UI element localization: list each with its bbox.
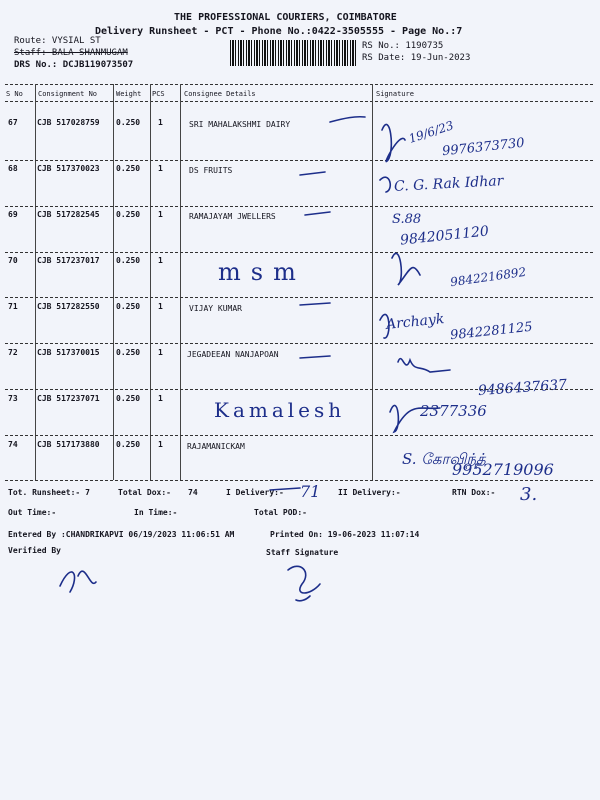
col-header-consignee: Consignee Details [184, 90, 256, 98]
row-weight: 0.250 [116, 256, 141, 265]
rtn-dox-label: RTN Dox:- [452, 488, 496, 497]
total-dox-value: 74 [188, 488, 198, 497]
row-pcs: 1 [158, 440, 163, 449]
signature-phone: 9486437637 [477, 376, 568, 400]
total-runsheet: Tot. Runsheet:- 7 [8, 488, 90, 497]
signature-note: S.88 [392, 212, 422, 227]
signature-note: C. G. Rak Idhar [393, 173, 504, 195]
row-sno: 68 [8, 164, 18, 173]
signature-phone: 9842051120 [399, 223, 490, 249]
row-consignment: CJB 517282545 [37, 210, 100, 219]
row-consignee: DS FRUITS [189, 166, 233, 175]
printed-on: Printed On: 19-06-2023 11:07:14 [270, 530, 420, 539]
rs-number: RS No.: 1190735 [362, 41, 444, 51]
row-sno: 74 [8, 440, 18, 449]
row-sno: 73 [8, 394, 18, 403]
handwritten-name: msm [218, 258, 306, 286]
staff-label: Staff: BALA SHANMUGAM [14, 48, 128, 58]
in-time-label: In Time:- [134, 508, 178, 517]
row-consignment: CJB 517370023 [37, 164, 100, 173]
rs-date: RS Date: 19-Jun-2023 [362, 53, 471, 63]
signature-phone: 9842281125 [449, 319, 534, 344]
signature-note: Archayk [385, 310, 446, 334]
i-delivery-value: 71 [300, 482, 321, 501]
verified-by-label: Verified By [8, 546, 61, 555]
out-time-label: Out Time:- [8, 508, 57, 517]
row-weight: 0.250 [116, 302, 141, 311]
rtn-dox-value: 3. [520, 484, 538, 505]
row-sno: 71 [8, 302, 18, 311]
handwritten-name: Kamalesh [214, 398, 346, 422]
staff-signature-label: Staff Signature [266, 548, 339, 557]
col-header-pcs: PCS [152, 90, 165, 98]
signature-phone: 9952719096 [452, 460, 554, 479]
runsheet-title: Delivery Runsheet - PCT - Phone No.:0422-3505555 - Page No.:7 [95, 26, 463, 37]
row-weight: 0.250 [116, 210, 141, 219]
row-consignee: RAJAMANICKAM [187, 442, 245, 451]
col-header-weight: Weight [116, 90, 142, 98]
row-weight: 0.250 [116, 394, 141, 403]
row-pcs: 1 [158, 394, 163, 403]
row-consignee: SRI MAHALAKSHMI DAIRY [189, 120, 291, 129]
row-sno: 67 [8, 118, 18, 127]
route-label: Route: VYSIAL ST [14, 36, 101, 46]
row-consignee: VIJAY KUMAR [189, 304, 242, 313]
row-consignment: CJB 517237017 [37, 256, 100, 265]
row-pcs: 1 [158, 302, 163, 311]
row-consignment: CJB 517370015 [37, 348, 100, 357]
signature-phone: 9842216892 [449, 264, 527, 290]
drs-number: DRS No.: DCJB119073507 [14, 60, 134, 70]
row-consignment: CJB 517282550 [37, 302, 100, 311]
row-weight: 0.250 [116, 440, 141, 449]
signature-phone: 9976373730 [441, 135, 526, 160]
row-weight: 0.250 [116, 348, 141, 357]
row-consignment: CJB 517237071 [37, 394, 100, 403]
row-sno: 70 [8, 256, 18, 265]
col-header-sno: S No [6, 90, 23, 98]
signature-note: 19/6/23 [406, 118, 456, 146]
row-sno: 72 [8, 348, 18, 357]
total-pod-label: Total POD:- [254, 508, 307, 517]
row-pcs: 1 [158, 256, 163, 265]
col-header-consignment: Consignment No [38, 90, 98, 98]
i-delivery-label: I Delivery:- [226, 488, 284, 497]
total-dox-label: Total Dox:- [118, 488, 171, 497]
ii-delivery-label: II Delivery:- [338, 488, 401, 497]
row-weight: 0.250 [116, 164, 141, 173]
row-pcs: 1 [158, 164, 163, 173]
company-title: THE PROFESSIONAL COURIERS, COIMBATORE [174, 12, 397, 23]
row-consignee: RAMAJAYAM JWELLERS [189, 212, 276, 221]
signature-note: S. கோவிந்த் [402, 450, 486, 468]
row-consignee: JEGADEEAN NANJAPOAN [187, 350, 279, 359]
row-weight: 0.250 [116, 118, 141, 127]
entered-by: Entered By :CHANDRIKAPVI 06/19/2023 11:06:51 AM [8, 530, 235, 539]
signature-phone: 2377336 [420, 402, 487, 420]
row-consignment: CJB 517173880 [37, 440, 100, 449]
row-pcs: 1 [158, 118, 163, 127]
col-header-signature: Signature [376, 90, 414, 98]
row-sno: 69 [8, 210, 18, 219]
row-consignment: CJB 517028759 [37, 118, 100, 127]
row-pcs: 1 [158, 210, 163, 219]
row-pcs: 1 [158, 348, 163, 357]
